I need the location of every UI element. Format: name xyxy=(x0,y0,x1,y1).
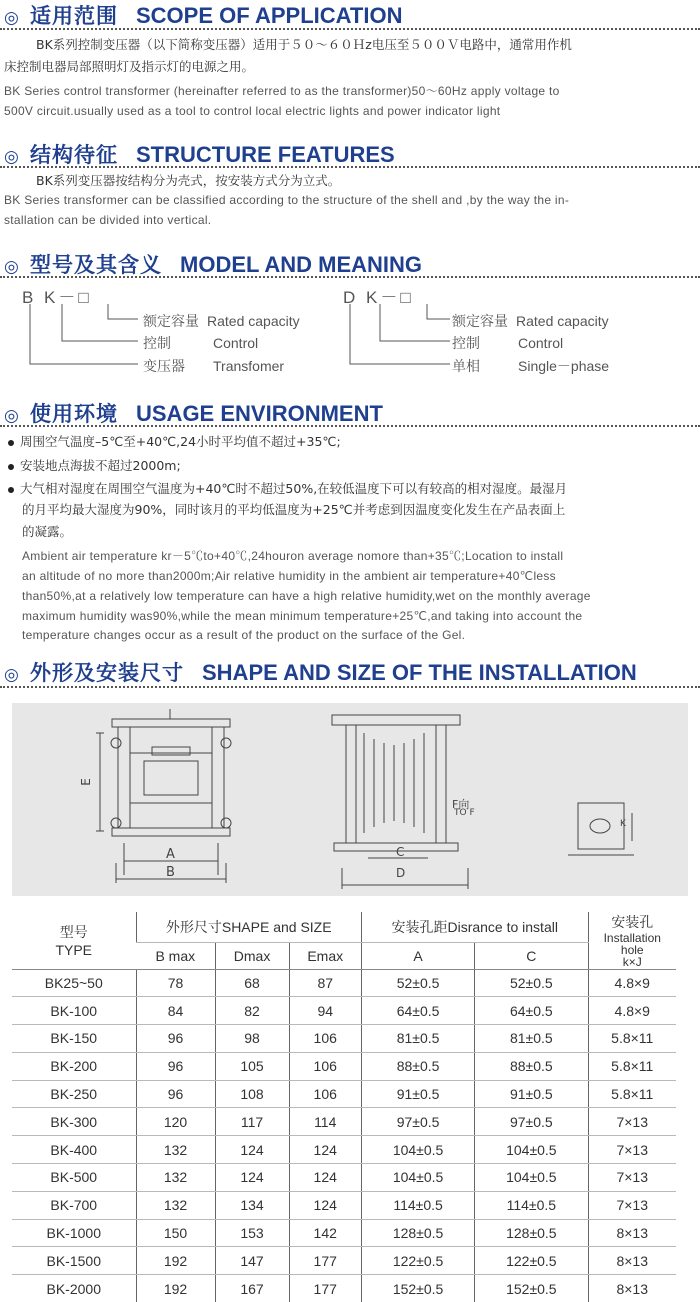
table-cell: 96 xyxy=(136,1025,215,1053)
table-cell: 104±0.5 xyxy=(475,1164,588,1192)
table-cell: 52±0.5 xyxy=(361,969,474,997)
table-cell: 105 xyxy=(215,1052,289,1080)
table-cell: 124 xyxy=(289,1191,361,1219)
table-cell: BK25~50 xyxy=(12,969,136,997)
table-row xyxy=(12,1219,676,1247)
table-row xyxy=(12,1080,676,1108)
table-cell: 98 xyxy=(215,1025,289,1053)
table-cell: BK-400 xyxy=(12,1136,136,1164)
header-type: 型号 TYPE xyxy=(12,912,136,969)
table-row xyxy=(12,1136,676,1164)
shape-title-en: SHAPE AND SIZE OF THE INSTALLATION xyxy=(202,660,637,685)
structure-en-line-1: BK Series transformer can be classified according to the structure of the shell and ,by the way the in- xyxy=(4,193,570,207)
dim-label-e: E xyxy=(78,778,93,786)
table-cell: 97±0.5 xyxy=(475,1108,588,1136)
table-cell: 167 xyxy=(215,1275,289,1302)
dim-label-k: K xyxy=(620,819,626,829)
size-table-body xyxy=(12,969,676,1302)
header-a: A xyxy=(361,942,474,969)
double-circle-icon: ◎ xyxy=(4,257,19,277)
table-cell: 87 xyxy=(289,969,361,997)
table-row xyxy=(12,1025,676,1053)
dim-label-f: F向 xyxy=(452,798,470,811)
table-cell: 104±0.5 xyxy=(361,1136,474,1164)
table-cell: 114±0.5 xyxy=(361,1191,474,1219)
table-cell: 177 xyxy=(289,1275,361,1302)
table-cell: 120 xyxy=(136,1108,215,1136)
bullet-icon xyxy=(8,464,14,470)
dim-label-c: C xyxy=(396,845,405,859)
table-cell: 104±0.5 xyxy=(361,1164,474,1192)
section-divider xyxy=(0,425,700,427)
table-cell: 106 xyxy=(289,1052,361,1080)
model-right-item-1: 额定容量 Rated capacity xyxy=(452,313,609,329)
table-cell: 104±0.5 xyxy=(475,1136,588,1164)
table-cell: BK-2000 xyxy=(12,1275,136,1302)
model-right-item-2: 控制 Control xyxy=(452,335,564,351)
table-row xyxy=(12,997,676,1025)
table-cell: 153 xyxy=(215,1219,289,1247)
model-code-dk: D K－□ xyxy=(343,288,414,307)
table-cell: 64±0.5 xyxy=(475,997,588,1025)
table-cell: 177 xyxy=(289,1247,361,1275)
usage-heading xyxy=(4,398,383,428)
table-cell: 134 xyxy=(215,1191,289,1219)
table-cell: 84 xyxy=(136,997,215,1025)
table-cell: BK-700 xyxy=(12,1191,136,1219)
table-cell: 132 xyxy=(136,1136,215,1164)
table-cell: 7×13 xyxy=(588,1191,676,1219)
table-cell: 52±0.5 xyxy=(475,969,588,997)
table-cell: 7×13 xyxy=(588,1108,676,1136)
usage-en-line-4: maximum humidity was90%,while the mean minimum temperature+25℃,and taking into account the xyxy=(22,609,583,623)
double-circle-icon: ◎ xyxy=(4,8,19,28)
table-row xyxy=(12,1247,676,1275)
table-cell: 114 xyxy=(289,1108,361,1136)
shape-title-zh: 外形及安装尺寸 xyxy=(30,661,184,685)
usage-title-en: USAGE ENVIRONMENT xyxy=(136,401,383,426)
table-cell: 114±0.5 xyxy=(475,1191,588,1219)
table-row xyxy=(12,1191,676,1219)
header-dmax: Dmax xyxy=(215,942,289,969)
table-cell: 142 xyxy=(289,1219,361,1247)
scope-zh-line-2: 床控制电器局部照明灯及指示灯的电源之用。 xyxy=(4,59,255,74)
table-row xyxy=(12,1275,676,1302)
header-bmax: B max xyxy=(136,942,215,969)
section-divider xyxy=(0,686,700,688)
table-cell: 88±0.5 xyxy=(475,1052,588,1080)
table-cell: BK-1000 xyxy=(12,1219,136,1247)
table-row xyxy=(12,969,676,997)
table-cell: BK-500 xyxy=(12,1164,136,1192)
table-cell: 5.8×11 xyxy=(588,1080,676,1108)
structure-title-zh: 结构待征 xyxy=(30,143,118,167)
table-cell: 132 xyxy=(136,1164,215,1192)
table-cell: 124 xyxy=(215,1136,289,1164)
dim-label-b: B xyxy=(166,865,175,880)
table-cell: BK-250 xyxy=(12,1080,136,1108)
table-cell: 124 xyxy=(289,1136,361,1164)
table-cell: 4.8×9 xyxy=(588,969,676,997)
table-cell: 81±0.5 xyxy=(361,1025,474,1053)
table-cell: 192 xyxy=(136,1275,215,1302)
model-title-en: MODEL AND MEANING xyxy=(180,252,422,277)
model-code-bk: B K－□ xyxy=(22,288,92,307)
usage-bullet-3: 大气相对湿度在周围空气温度为+40℃时不超过50%,在较低温度下可以有较高的相对湿度。最湿月 xyxy=(8,479,567,499)
double-circle-icon: ◎ xyxy=(4,665,19,685)
usage-en-line-5: temperature changes occur as a result of the product on the surface of the Gel. xyxy=(22,628,466,642)
table-row xyxy=(12,1108,676,1136)
header-install: 安装孔距Disrance to install xyxy=(361,912,588,942)
table-cell: BK-100 xyxy=(12,997,136,1025)
structure-zh-line: BK系列变压器按结构分为壳式，按安装方式分为立式。 xyxy=(36,173,341,188)
table-cell: 91±0.5 xyxy=(475,1080,588,1108)
header-hole: 安装孔 Installation hole k×J xyxy=(588,912,676,969)
model-left-item-1: 额定容量 Rated capacity xyxy=(143,313,300,329)
shape-heading xyxy=(4,657,637,687)
table-cell: 96 xyxy=(136,1052,215,1080)
table-cell: 106 xyxy=(289,1080,361,1108)
table-cell: 132 xyxy=(136,1191,215,1219)
dim-label-a: A xyxy=(166,847,175,862)
table-cell: 81±0.5 xyxy=(475,1025,588,1053)
table-cell: 128±0.5 xyxy=(361,1219,474,1247)
usage-en-line-1: Ambient air temperature kr－5℃to+40℃,24houron average nomore than+35℃;Location to install xyxy=(22,549,564,563)
table-cell: BK-300 xyxy=(12,1108,136,1136)
bullet-icon xyxy=(8,487,14,493)
table-cell: 8×13 xyxy=(588,1219,676,1247)
table-cell: 78 xyxy=(136,969,215,997)
bullet-icon xyxy=(8,440,14,446)
table-cell: 97±0.5 xyxy=(361,1108,474,1136)
installation-diagram xyxy=(12,703,688,896)
table-cell: 5.8×11 xyxy=(588,1052,676,1080)
model-right-item-3: 单相 Single－phase xyxy=(452,358,610,374)
model-left-item-3: 变压器 Transfomer xyxy=(143,358,285,374)
table-cell: 152±0.5 xyxy=(475,1275,588,1302)
table-cell: 91±0.5 xyxy=(361,1080,474,1108)
table-cell: 82 xyxy=(215,997,289,1025)
usage-bullet-3-cont-2: 的凝露。 xyxy=(22,524,73,539)
header-shape: 外形尺寸SHAPE and SIZE xyxy=(136,912,361,942)
table-cell: 106 xyxy=(289,1025,361,1053)
table-cell: 150 xyxy=(136,1219,215,1247)
table-cell: BK-150 xyxy=(12,1025,136,1053)
double-circle-icon: ◎ xyxy=(4,147,19,167)
table-cell: 108 xyxy=(215,1080,289,1108)
usage-bullet-2: 安装地点海拔不超过2000m; xyxy=(8,456,181,476)
table-cell: BK-200 xyxy=(12,1052,136,1080)
usage-bullet-1: 周围空气温度–5℃至+40℃,24小时平均值不超过+35℃; xyxy=(8,432,341,452)
size-table xyxy=(12,912,676,1302)
installation-drawing xyxy=(12,703,688,896)
usage-title-zh: 使用环境 xyxy=(30,402,118,426)
header-emax: Emax xyxy=(289,942,361,969)
header-c: C xyxy=(475,942,588,969)
table-cell: 147 xyxy=(215,1247,289,1275)
scope-zh-line-1: BK系列控制变压器（以下简称变压器）适用于５０～６０Ｈz电压至５００Ｖ电路中，通常用作机 xyxy=(36,37,572,52)
table-cell: 94 xyxy=(289,997,361,1025)
double-circle-icon: ◎ xyxy=(4,406,19,426)
table-cell: 64±0.5 xyxy=(361,997,474,1025)
scope-title-en: SCOPE OF APPLICATION xyxy=(136,3,403,28)
usage-en-line-2: an altitude of no more than2000m;Air relative humidity in the ambient air temperature+40℃less xyxy=(22,569,556,583)
table-cell: 96 xyxy=(136,1080,215,1108)
usage-en-line-3: than50%,at a relatively low temperature can have a high relative humidity,wet on the monthly average xyxy=(22,589,591,603)
structure-title-en: STRUCTURE FEATURES xyxy=(136,142,395,167)
usage-bullet-3-cont-1: 的月平均最大湿度为90%，同时该月的平均低温度为+25℃并考虑到因温度变化发生在产品表面上 xyxy=(22,502,566,517)
table-cell: 8×13 xyxy=(588,1275,676,1302)
structure-en-line-2: stallation can be divided into vertical. xyxy=(4,213,212,227)
table-cell: 117 xyxy=(215,1108,289,1136)
table-cell: 68 xyxy=(215,969,289,997)
table-cell: 124 xyxy=(215,1164,289,1192)
table-cell: 124 xyxy=(289,1164,361,1192)
table-cell: 122±0.5 xyxy=(475,1247,588,1275)
table-cell: 5.8×11 xyxy=(588,1025,676,1053)
table-cell: 122±0.5 xyxy=(361,1247,474,1275)
table-row xyxy=(12,1164,676,1192)
table-cell: 128±0.5 xyxy=(475,1219,588,1247)
model-title-zh: 型号及其含义 xyxy=(30,253,162,277)
dim-label-to-f: TO F xyxy=(454,808,475,818)
dim-label-d: D xyxy=(396,866,406,880)
scope-title-zh: 适用范围 xyxy=(30,4,118,28)
table-cell: 8×13 xyxy=(588,1247,676,1275)
scope-en-line-2: 500V circuit.usually used as a tool to control local electric lights and power indicator light xyxy=(4,104,501,118)
table-cell: 4.8×9 xyxy=(588,997,676,1025)
scope-en-line-1: BK Series control transformer (hereinafter referred to as the transformer)50～60Hz apply voltage to xyxy=(4,84,560,98)
table-cell: 192 xyxy=(136,1247,215,1275)
table-cell: 152±0.5 xyxy=(361,1275,474,1302)
table-cell: 88±0.5 xyxy=(361,1052,474,1080)
model-left-item-2: 控制 Control xyxy=(143,335,259,351)
table-cell: 7×13 xyxy=(588,1136,676,1164)
table-row xyxy=(12,1052,676,1080)
table-cell: 7×13 xyxy=(588,1164,676,1192)
table-cell: BK-1500 xyxy=(12,1247,136,1275)
